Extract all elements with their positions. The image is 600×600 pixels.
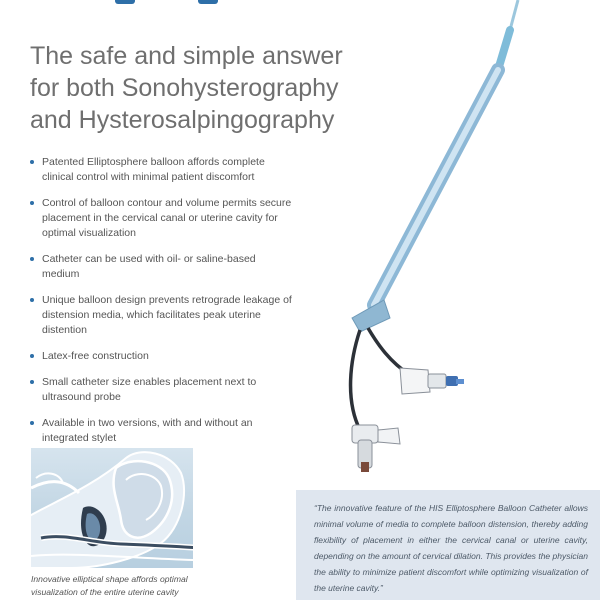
heading-fragment xyxy=(115,0,135,4)
quote-text: “The innovative feature of the HIS Elliptosphere Balloon Catheter allows minimal volume of media to complete balloon distension, thereby adding flexibility of placement in either the cervical canal or uterine cavity, depending on the amount of cervical dilation. This provides the physician the ability to minimize patient discomfort while optimizing visualization of the uterine cavity.” xyxy=(314,503,588,593)
feature-list xyxy=(30,155,295,457)
feature-item: Latex-free construction xyxy=(30,349,295,364)
catheter-drawing xyxy=(330,0,600,490)
feature-item: Small catheter size enables placement next to ultrasound probe xyxy=(30,375,295,405)
uterus-illustration xyxy=(31,448,193,568)
catheter-product-image xyxy=(330,0,600,490)
feature-item: Patented Elliptosphere balloon affords complete clinical control with minimal patient discomfort xyxy=(30,155,295,185)
physician-quote xyxy=(296,490,600,600)
heading-fragment xyxy=(198,0,218,4)
headline-line: for both Sonohysterography xyxy=(30,74,339,102)
feature-item: Available in two versions, with and without an integrated stylet xyxy=(30,416,295,446)
headline-line: and Hysterosalpingography xyxy=(30,106,335,134)
uterus-drawing xyxy=(31,448,193,568)
page-headline xyxy=(30,40,343,136)
illustration-caption: Innovative elliptical shape affords optimal visualization of the entire uterine cavity xyxy=(31,574,188,597)
headline-line: The safe and simple answer xyxy=(30,42,343,70)
feature-item: Unique balloon design prevents retrograde leakage of distension media, which facilitates peak uterine distention xyxy=(30,293,295,338)
feature-item: Catheter can be used with oil- or saline-based medium xyxy=(30,252,295,282)
feature-item: Control of balloon contour and volume permits secure placement in the cervical canal or uterine cavity for optimal visualization xyxy=(30,196,295,241)
